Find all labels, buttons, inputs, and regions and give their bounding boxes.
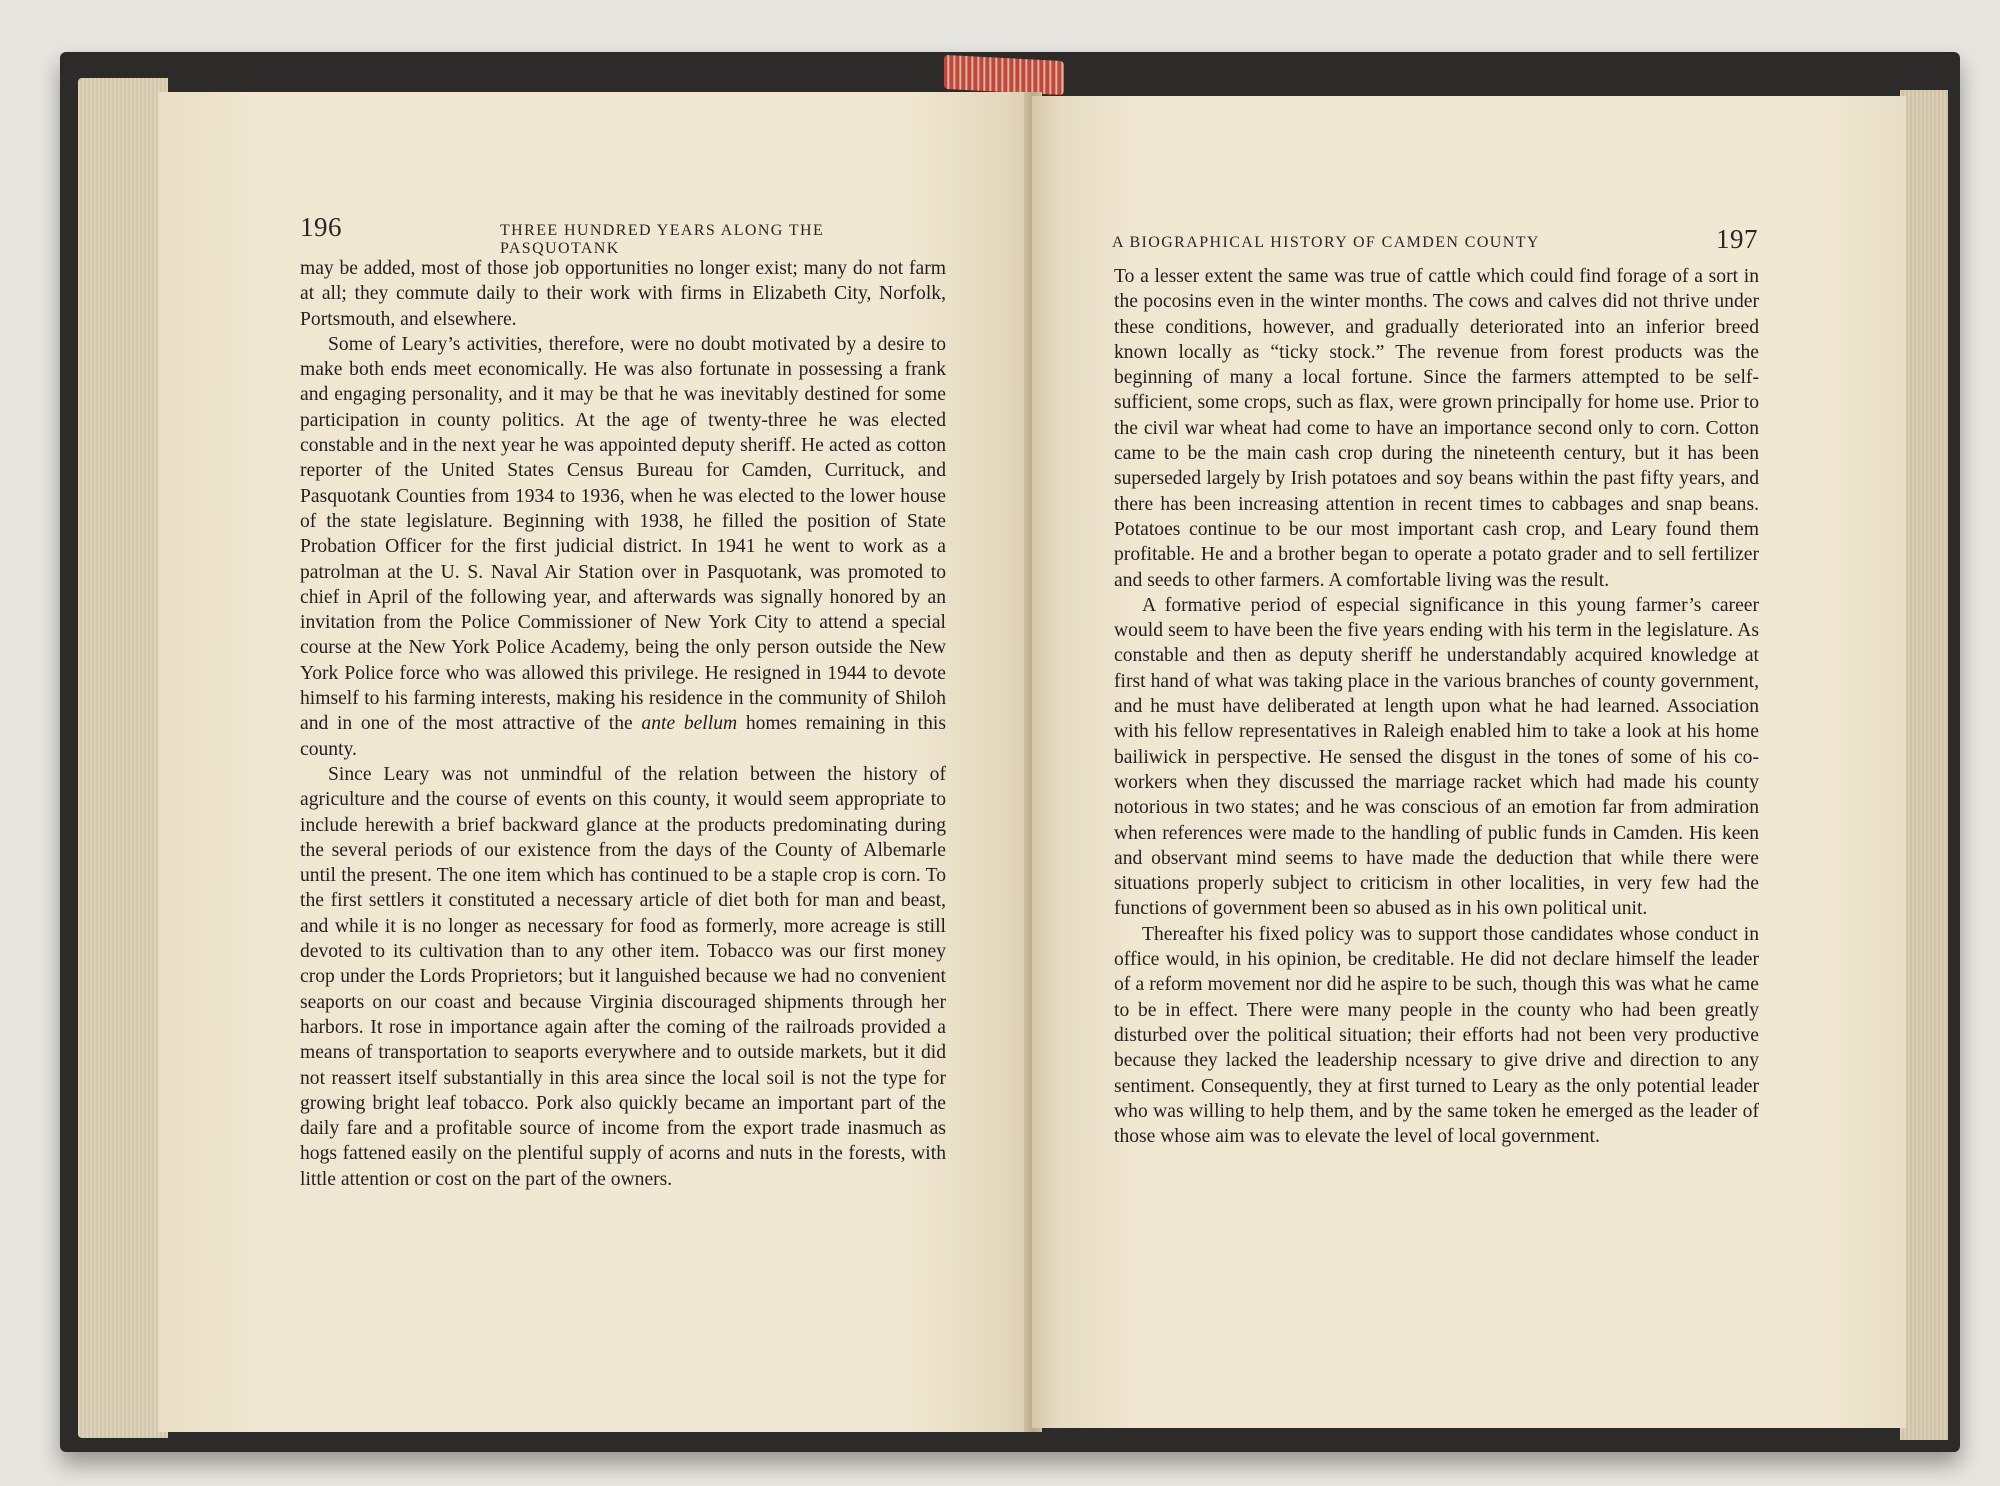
left-page: [158, 92, 1034, 1432]
running-title: THREE HUNDRED YEARS ALONG THE PASQUOTANK: [500, 222, 825, 257]
page-edges-left: [78, 78, 168, 1438]
right-page: [1032, 96, 1906, 1428]
paragraph: To a lesser extent the same was true of cattle which could find forage of a sort in the pocosins even in the winter months. The cows and calves did not thrive under these conditions, however, and gradually deteriorated into an inferior breed known locally as “ticky stock.” The revenue from forest products was the beginning of many a local fortune. Since the farmers attempted to be self-sufficient, some crops, such as flax, were grown principally for home use. Prior to the civil war wheat had come to have an importance second only to corn. Cotton came to be the main cash crop during the nineteenth century, but it has been superseded largely by Irish potatoes and soy beans within the past fifty years, and there has been increasing attention in recent times to cabbages and snap beans. Potatoes continue to be our most important cash crop, and Leary found them profitable. He and a brother began to operate a potato grader and to sell fertilizer and seeds to other farmers. A comfortable living was the result.: [1114, 266, 1759, 591]
paragraph: [300, 332, 946, 762]
paragraph: Since Leary was not unmindful of the relation between the history of agriculture and the course of events on this county, it would seem appropriate to include herewith a brief backward glance at the products predominating during the several periods of our existence from the days of the County of Albemarle until the present. The one item which has continued to be a staple crop is corn. To the first settlers it constituted a necessary article of diet both for man and beast, and while it is no longer as necessary for food as formerly, more acreage is still devoted to its cultivation than to any other item. Tobacco was our first money crop under the Lords Proprietors; but it languished because we had no convenient seaports on our coast and because Virginia discouraged shipments through her harbors. It rose in importance again after the coming of the railroads provided a means of transportation to seaports everywhere and to outside markets, but it did not reassert itself substantially in this area since the local soil is not the type for growing bright leaf tobacco. Pork also quickly became an important part of the daily fare and a profitable source of income from the export trade inasmuch as hogs fattened easily on the plentiful supply of acorns and nuts in the forests, with little attention or cost on the part of the owners.: [300, 763, 946, 1190]
italic-phrase: ante bellum: [641, 713, 738, 735]
running-title: A BIOGRAPHICAL HISTORY OF CAMDEN COUNTY: [1112, 234, 1540, 251]
paragraph-tail: homes remaining in this county.: [300, 713, 946, 760]
paragraph-text: Some of Leary’s activities, therefore, were no doubt motivated by a desire to make both ends meet economically. He was also fortunate in possessing a frank and engaging personality, and it may be that he was inevitably destined for some participation in county politics. At the age of twenty-three he was elected constable and in the next year he was appointed deputy sheriff. He acted as cotton reporter of the United States Census Bureau for Camden, Currituck, and Pasquotank Counties from 1934 to 1936, when he was elected to the lower house of the state legislature. Beginning with 1938, he filled the position of State Probation Officer for the first judicial district. In 1941 he went to work as a patrolman at the U. S. Naval Air Station over in Pasquotank, was promoted to chief in April of the following year, and afterwards was signally honored by an invitation from the Police Commissioner of New York City to attend a special course at the New York Police Academy, being the only person outside the New York Police force who was allowed this privilege. He resigned in 1944 to devote himself to his farming interests, making his residence in the community of Shiloh and in one of the most attractive of the: [300, 333, 946, 735]
paragraph: may be added, most of those job opportunities no longer exist; many do not farm at all; they commute daily to their work with firms in Elizabeth City, Norfolk, Portsmouth, and elsewhere.: [300, 258, 946, 330]
body-text-right: [1114, 264, 1759, 1149]
paragraph: A formative period of especial significance in this young farmer’s career would seem to have been the five years ending with his term in the legislature. As constable and then as deputy sheriff he understandably acquired knowledge at first hand of what was taking place in the various branches of county government, and he must have deliberated at length upon what he had learned. Association with his fellow representatives in Raleigh enabled him to take a look at his home bailiwick in perspective. He sensed the disgust in the tones of some of his co-workers when they discussed the marriage racket which had made his county notorious in two states; and he was conscious of an emotion far from admiration when references were made to the handling of public funds in Camden. His keen and observant mind seems to have made the deduction that while there were situations properly subject to criticism in other localities, in very few had the functions of government been so abused as in his own political unit.: [1114, 594, 1759, 920]
page-number: 197: [1716, 224, 1758, 254]
body-text-left: [300, 256, 946, 1192]
page-edges-right: [1900, 90, 1948, 1440]
headband: [944, 55, 1064, 95]
page-number: 196: [300, 212, 342, 242]
paragraph: Thereafter his fixed policy was to support those candidates whose conduct in office would, in his opinion, be creditable. He did not declare himself the leader of a reform movement nor did he aspire to be such, though this was what he came to be in effect. There were many people in the county who had been greatly disturbed over the political situation; their efforts had not been very productive because they lacked the leadership ncessary to give drive and direction to any sentiment. Consequently, they at first turned to Leary as the only potential leader who was willing to help them, and by the same token he emerged as the leader of those whose aim was to elevate the level of local government.: [1114, 923, 1759, 1148]
running-head-left: [300, 212, 940, 257]
running-head-right: [1112, 224, 1762, 264]
